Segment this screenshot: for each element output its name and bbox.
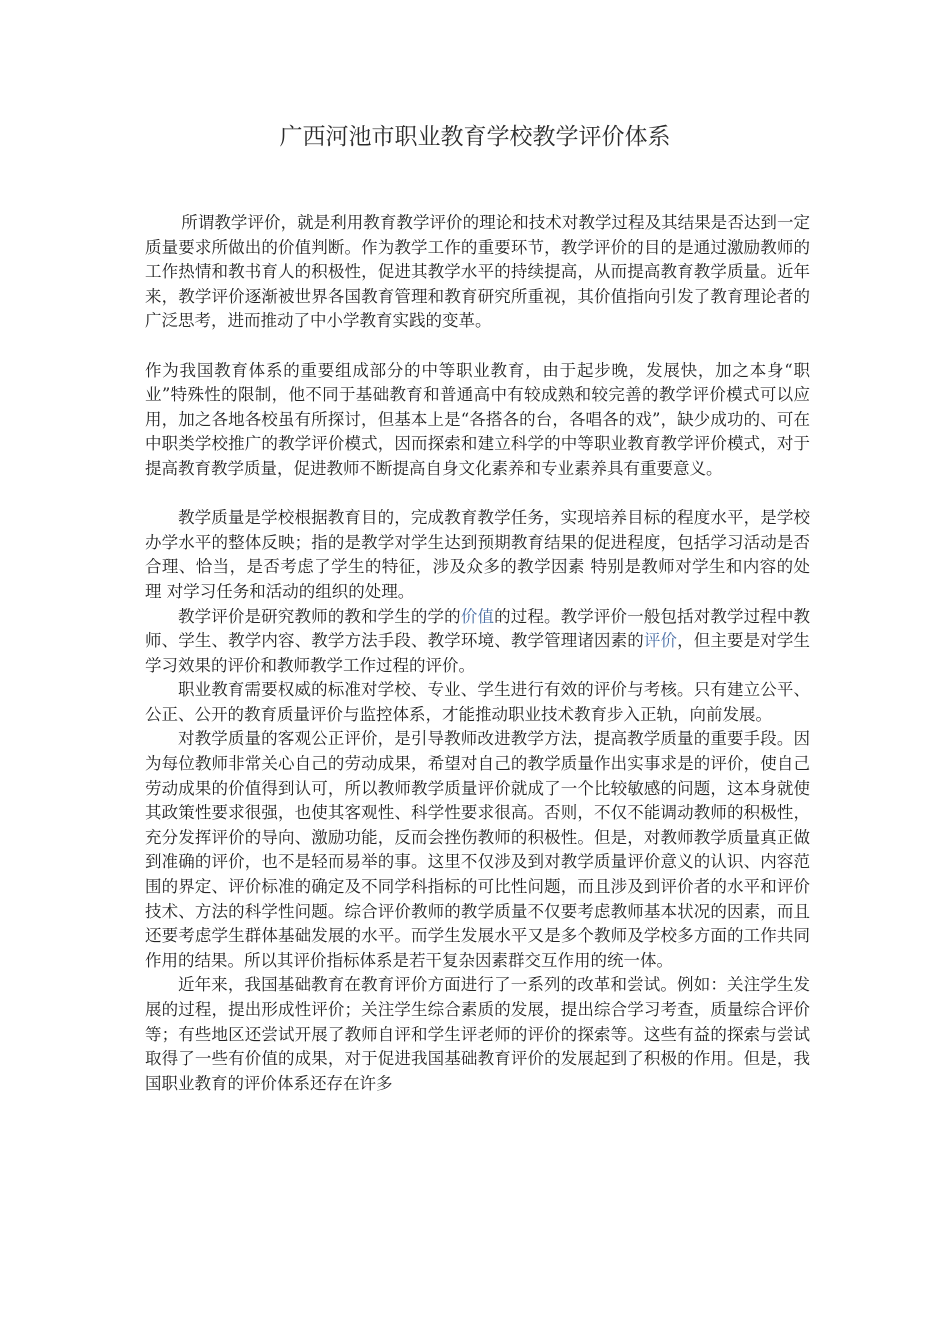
paragraph-teaching-quality: 教学质量是学校根据教育目的，完成教育教学任务，实现培养目标的程度水平，是学校办学水平的整体反映；指的是教学对学生达到预期教育结果的促进程度，包括学习活动是否合理、恰当，是否考虑了学生的特征，涉及众多的教学因素 特别是教师对学生和内容的处理 对学习任务和活动的组织的处理。 bbox=[145, 508, 810, 601]
paragraph-secondary-vocational: 作为我国教育体系的重要组成部分的中等职业教育，由于起步晚，发展快，加之本身“职业”特殊性的限制，他不同于基础教育和普通高中有较成熟和较完善的教学评价模式可以应用，加之各地各校虽有所探讨，但基本上是“各搭各的台，各唱各的戏”，缺少成功的、可在中职类学校推广的教学评价模式，因而探索和建立科学的中等职业教育教学评价模式，对于提高教育教学质量，促进教师不断提高自身文化素养和专业素养具有重要意义。 bbox=[145, 360, 810, 478]
evaluation-link[interactable]: 评价 bbox=[643, 631, 678, 651]
value-link[interactable]: 价值 bbox=[460, 606, 495, 626]
document-title: 广西河池市职业教育学校教学评价体系 bbox=[279, 124, 671, 150]
document-body bbox=[145, 211, 810, 1096]
paragraph-gap bbox=[145, 334, 810, 359]
paragraph-vocational-standards: 职业教育需要权威的标准对学校、专业、学生进行有效的评价与考核。只有建立公平、公正、公开的教育质量评价与监控体系，才能推动职业技术教育步入正轨，向前发展。 bbox=[145, 680, 810, 724]
paragraph-recent-reforms: 近年来，我国基础教育在教育评价方面进行了一系列的改革和尝试。例如：关注学生发展的过程，提出形成性评价；关注学生综合素质的发展，提出综合学习考查，质量综合评价等；有些地区还尝试开展了教师自评和学生评老师的评价的探索等。这些有益的探索与尝试取得了一些有价值的成果，对于促进我国基础教育评价的发展起到了积极的作用。但是，我国职业教育的评价体系还存在许多 bbox=[145, 975, 810, 1093]
paragraph-text: ，但主要是对学生学习效果的评价和教师教学工作过程的评价。 bbox=[145, 631, 811, 675]
paragraph-text: 的过程。教学评价一般包括对教学过程中教师、学生、教学内容、教学方法手段、教学环境、教学管理诸因素的 bbox=[145, 606, 811, 651]
paragraph-gap bbox=[145, 482, 810, 507]
paragraph-teaching-evaluation bbox=[145, 605, 810, 679]
paragraph-objective-evaluation: 对教学质量的客观公正评价，是引导教师改进教学方法，提高教学质量的重要手段。因为每位教师非常关心自己的劳动成果，希望对自己的教学质量作出实事求是的评价，使自己劳动成果的价值得到认可，所以教师教学质量评价就成了一个比较敏感的问题，这本身就使其政策性要求很强，也使其客观性、科学性要求很高。否则，不仅不能调动教师的积极性，充分发挥评价的导向、激励功能，反而会挫伤教师的积极性。但是，对教师教学质量真正做到准确的评价，也不是轻而易举的事。这里不仅涉及到对教学质量评价意义的认识、内容范围的界定、评价标准的确定及不同学科指标的可比性问题，而且涉及到评价者的水平和评价技术、方法的科学性问题。综合评价教师的教学质量不仅要考虑教师基本状况的因素，而且还要考虑学生群体基础发展的水平。而学生发展水平又是多个教师及学校多方面的工作共同作用的结果。所以其评价指标体系是若干复杂因素群交互作用的统一体。 bbox=[145, 729, 810, 970]
paragraph-text: 教学评价是研究教师的教和学生的学的 bbox=[178, 606, 461, 626]
paragraph-intro: 所谓教学评价，就是利用教育教学评价的理论和技术对教学过程及其结果是否达到一定质量要求所做出的价值判断。作为教学工作的重要环节，教学评价的目的是通过激励教师的工作热情和教书育人的积极性，促进其教学水平的持续提高，从而提高教育教学质量。近年来，教学评价逐渐被世界各国教育管理和教育研究所重视，其价值指向引发了教育理论者的广泛思考，进而推动了中小学教育实践的变革。 bbox=[145, 213, 810, 331]
